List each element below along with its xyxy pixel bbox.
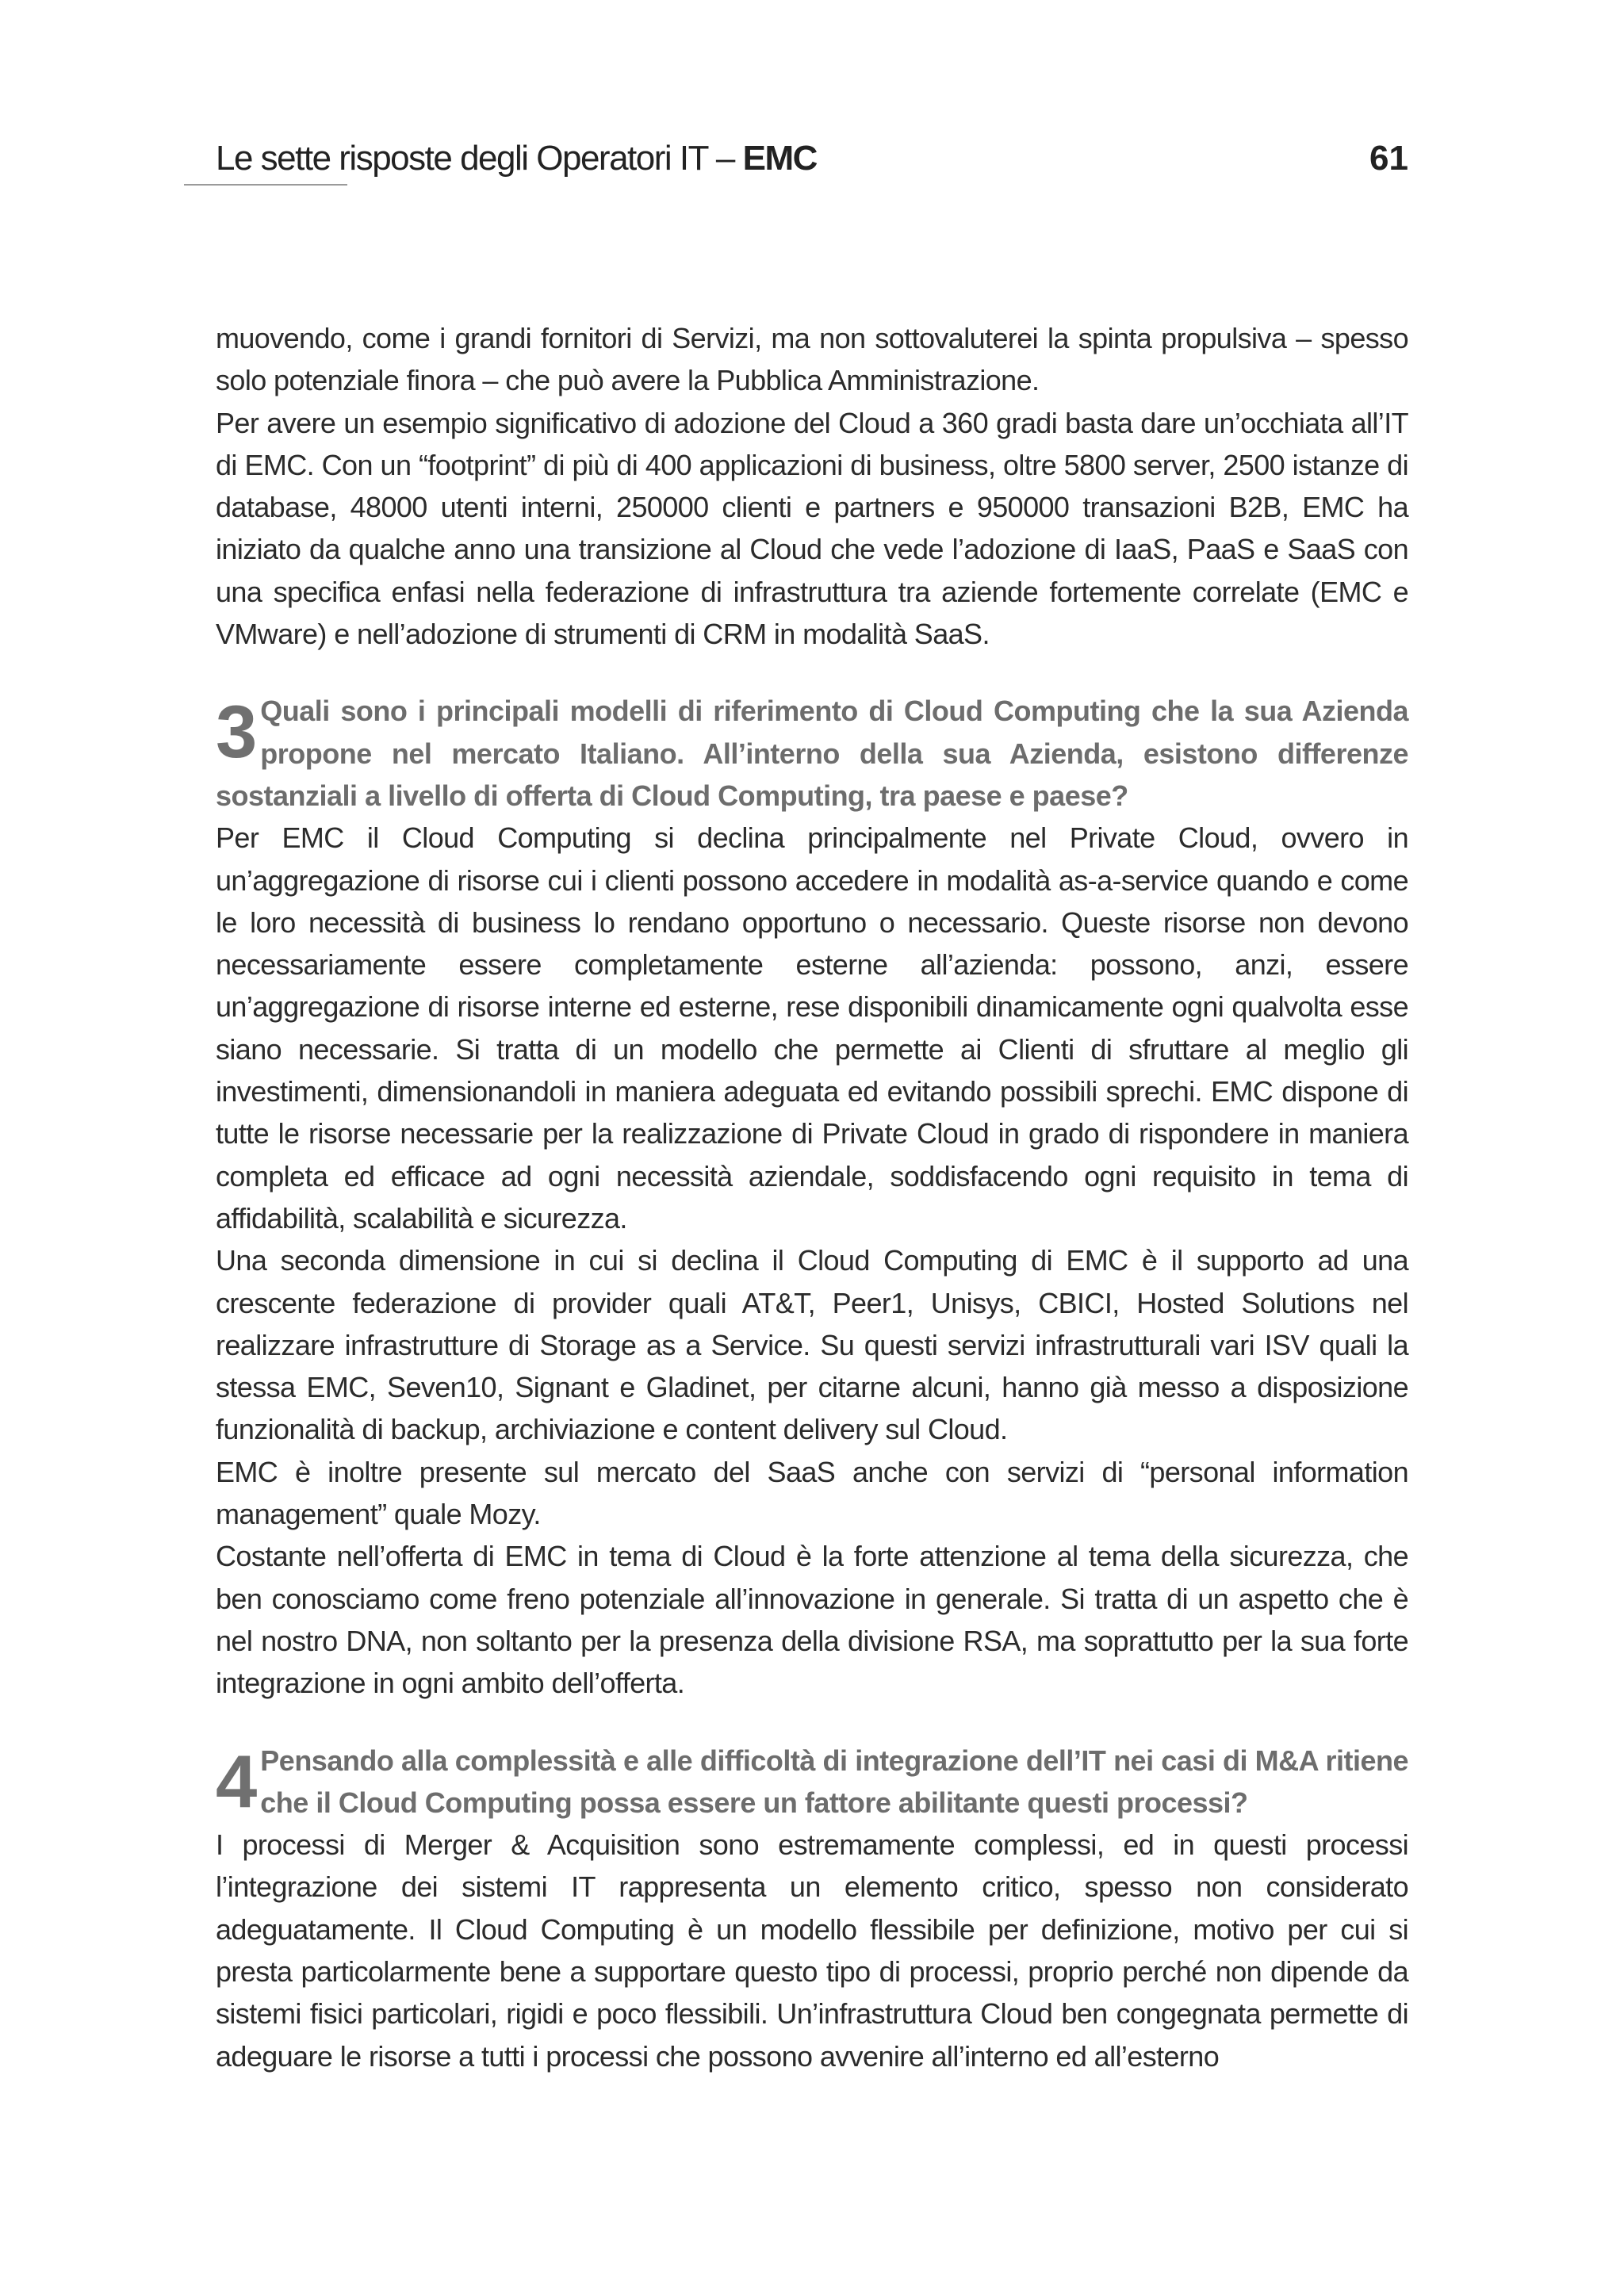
header-title-text: Le sette risposte degli Operatori IT –: [216, 139, 743, 178]
question-4: [216, 1740, 1408, 1824]
paragraph: Per avere un esempio significativo di adozione del Cloud a 360 gradi basta dare un’occhiata all’IT di EMC. Con un “footprint” di più di 400 applicazioni di business, oltre 5800 server, 2500 istanze di database, 48000 utenti interni, 250000 clienti e partners e 950000 transazioni B2B, EMC ha iniziato da qualche anno una transizione al Cloud che vede l’adozione di IaaS, PaaS e SaaS con una specifica enfasi nella federazione di infrastruttura tra aziende fortemente correlate (EMC e VMware) e nell’adozione di strumenti di CRM in modalità SaaS.: [216, 406, 1408, 651]
page-number: 61: [1369, 139, 1408, 178]
main-text: [216, 317, 1408, 2077]
question-3: [216, 690, 1408, 817]
question-text: Pensando alla complessità e alle difficoltà di integrazione dell’IT nei casi di M&A ritiene che il Cloud Computing possa essere un fattore abilitante questi processi?: [260, 1744, 1408, 1819]
running-header: [216, 136, 1408, 181]
question-number: 4: [216, 1739, 256, 1823]
paragraph: I processi di Merger & Acquisition sono estremamente complessi, ed in questi processi l’integrazione dei sistemi IT rappresenta un elemento critico, spesso non considerato adeguatamente. Il Cloud Computing è un modello flessibile per definizione, motivo per cui si presta particolarmente bene a supportare questo tipo di processi, proprio perché non dipende da sistemi fisici particolari, rigidi e poco flessibili. Un’infrastruttura Cloud ben congegnata permette di adeguare le risorse a tutti i processi che possono avvenire all’interno ed all’esterno: [216, 1828, 1408, 2073]
question-number: 3: [216, 690, 256, 774]
paragraph: Per EMC il Cloud Computing si declina principalmente nel Private Cloud, ovvero in un’aggregazione di risorse cui i clienti possono accedere in modalità as-a-service quando e come le loro necessità di business lo rendano opportuno o necessario. Queste risorse non devono necessariamente essere completamente esterne all’azienda: possono, anzi, essere un’aggregazione di risorse interne ed esterne, rese disponibili dinamicamente ogni qualvolta esse siano necessarie. Si tratta di un modello che permette ai Clienti di sfruttare al meglio gli investimenti, dimensionandoli in maniera adeguata ed evitando possibili sprechi. EMC dispone di tutte le risorse necessarie per la realizzazione di Private Cloud in grado di rispondere in maniera completa ed efficace ad ogni necessità aziendale, soddisfacendo ogni requisito in tema di affidabilità, scalabilità e sicurezza.: [216, 821, 1408, 1235]
header-title: [216, 136, 817, 181]
paragraph: EMC è inoltre presente sul mercato del SaaS anche con servizi di “personal information management” quale Mozy.: [216, 1455, 1408, 1531]
paragraph: Una seconda dimensione in cui si declina il Cloud Computing di EMC è il supporto ad una crescente federazione di provider quali AT&T, Peer1, Unisys, CBICI, Hosted Solutions nel realizzare infrastrutture di Storage as a Service. Su questi servizi infrastrutturali vari ISV quali la stessa EMC, Seven10, Signant e Gladinet, per citarne alcuni, hanno già messo a disposizione funzionalità di backup, archiviazione e content delivery sul Cloud.: [216, 1244, 1408, 1446]
paragraph: muovendo, come i grandi fornitori di Servizi, ma non sottovaluterei la spinta propulsiva – spesso solo potenziale finora – che può avere la Pubblica Amministrazione.: [216, 322, 1408, 397]
question-text: Quali sono i principali modelli di riferimento di Cloud Computing che la sua Azienda propone nel mercato Italiano. All’interno della sua Azienda, esistono differenze sostanziali a livello di offerta di Cloud Computing, tra paese e paese?: [216, 695, 1408, 812]
paragraph: Costante nell’offerta di EMC in tema di Cloud è la forte attenzione al tema della sicurezza, che ben conosciamo come freno potenziale all’innovazione in generale. Si tratta di un aspetto che è nel nostro DNA, non soltanto per la presenza della divisione RSA, ma soprattutto per la sua forte integrazione in ogni ambito dell’offerta.: [216, 1540, 1408, 1700]
header-rule: [184, 184, 347, 186]
header-title-company: EMC: [742, 139, 817, 178]
